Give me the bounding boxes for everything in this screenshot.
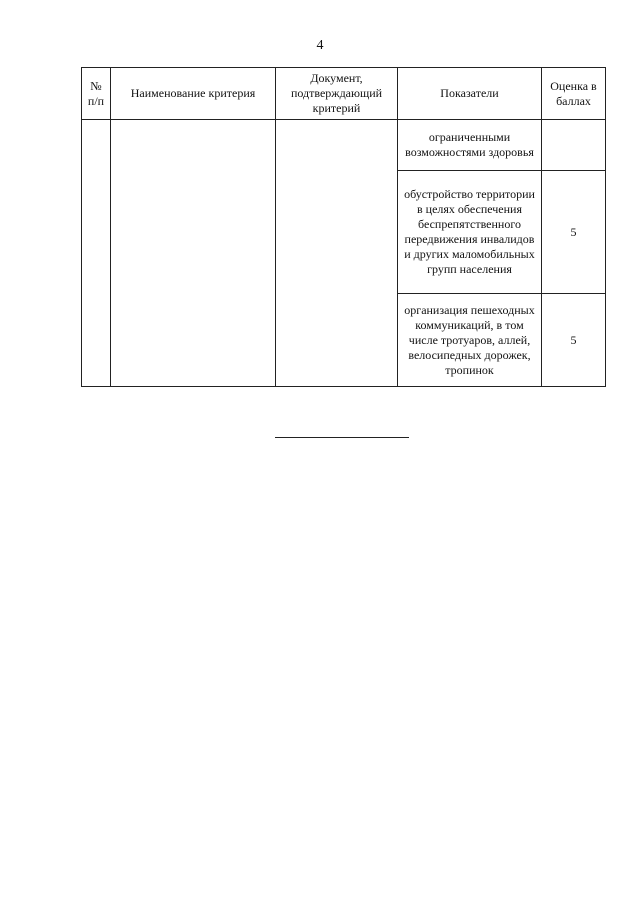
criteria-table [81, 67, 606, 387]
cell-criterion-name [111, 120, 276, 387]
cell-indicator: организация пешеходных коммуникаций, в том числе тротуаров, аллей, велосипедных дорожек, тропинок [398, 294, 542, 387]
cell-score: 5 [542, 294, 606, 387]
header-criterion-name: Наименование критерия [111, 68, 276, 120]
closing-rule-line [275, 437, 409, 438]
cell-score: 5 [542, 171, 606, 294]
cell-number [82, 120, 111, 387]
table-row [82, 120, 606, 171]
cell-score [542, 120, 606, 171]
header-document: Документ, подтверждающий критерий [276, 68, 398, 120]
cell-indicator: обустройство территории в целях обеспечения беспрепятственного передвижения инвалидов и других маломобильных групп населения [398, 171, 542, 294]
header-score: Оценка в баллах [542, 68, 606, 120]
cell-indicator: ограниченными возможностями здоровья [398, 120, 542, 171]
header-indicators: Показатели [398, 68, 542, 120]
table-header-row [82, 68, 606, 120]
cell-document [276, 120, 398, 387]
page-number: 4 [316, 38, 324, 53]
header-number: № п/п [82, 68, 111, 120]
